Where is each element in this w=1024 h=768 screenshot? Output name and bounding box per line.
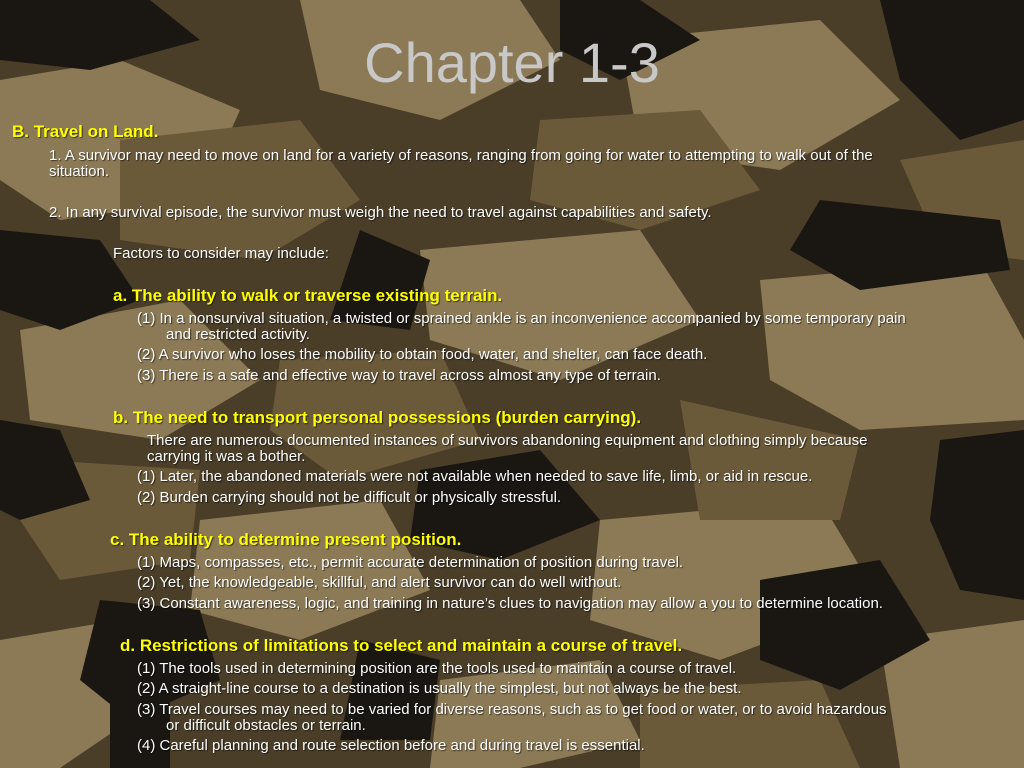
factor-c-item-1: (1) Maps, compasses, etc., permit accurate determination of position during travel. [137,554,684,571]
factor-d-item-4: (4) Careful planning and route selection before and during travel is essential. [137,737,645,754]
factor-a-item-1-line-2: and restricted activity. [166,326,310,343]
factor-b-intro-line-1: There are numerous documented instances of survivors abandoning equipment and clothing simply because [147,432,868,449]
factor-c-item-2: (2) Yet, the knowledgeable, skillful, and alert survivor can do well without. [137,574,622,591]
factor-d-item-3-line-1: (3) Travel courses may need to be varied for diverse reasons, such as to get food or water, or to avoid hazardous [137,701,887,718]
factor-a-heading: a. The ability to walk or traverse existing terrain. [113,286,503,305]
point-2: 2. In any survival episode, the survivor must weigh the need to travel against capabilities and safety. [49,204,712,221]
factor-b-item-1: (1) Later, the abandoned materials were not available when needed to save life, limb, or aid in rescue. [137,468,813,485]
factor-b-intro-line-2: carrying it was a bother. [147,448,306,465]
factors-intro: Factors to consider may include: [113,245,329,262]
section-heading: B. Travel on Land. [12,122,159,141]
factor-c-heading: c. The ability to determine present position. [110,530,462,549]
factor-b-heading: b. The need to transport personal possessions (burden carrying). [113,408,642,427]
factor-d-item-3-line-2: or difficult obstacles or terrain. [166,717,366,734]
slide-title: Chapter 1-3 [364,31,660,94]
factor-c-item-3: (3) Constant awareness, logic, and training in nature’s clues to navigation may allow a you to determine location. [137,595,883,612]
factor-a-item-3: (3) There is a safe and effective way to travel across almost any type of terrain. [137,367,661,384]
factor-a-item-2: (2) A survivor who loses the mobility to obtain food, water, and shelter, can face death. [137,346,708,363]
factor-a-item-1-line-1: (1) In a nonsurvival situation, a twisted or sprained ankle is an inconvenience accompanied by some temporary pain [137,310,906,327]
factor-d-item-1: (1) The tools used in determining position are the tools used to maintain a course of travel. [137,660,737,677]
point-1-line-2: situation. [49,163,110,180]
point-1-line-1: 1. A survivor may need to move on land for a variety of reasons, ranging from going for water to attempting to walk out of the [49,147,873,164]
factor-b-item-2: (2) Burden carrying should not be difficult or physically stressful. [137,489,562,506]
factor-d-heading: d. Restrictions of limitations to select and maintain a course of travel. [120,636,683,655]
factor-d-item-2: (2) A straight-line course to a destination is usually the simplest, but not always be the best. [137,680,742,697]
